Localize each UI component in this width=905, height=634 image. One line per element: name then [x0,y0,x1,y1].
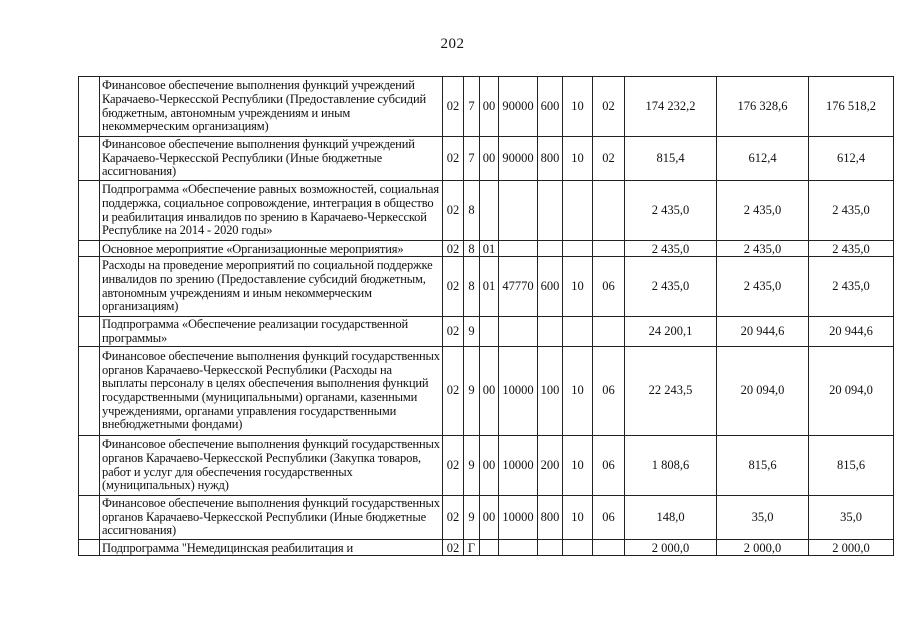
code-cell [538,317,563,347]
code-cell [593,181,625,241]
code-cell [563,181,593,241]
code-cell: 90000 [499,137,538,181]
amount-cell: 2 435,0 [717,181,809,241]
code-cell: Г [464,540,480,556]
amount-cell: 2 000,0 [717,540,809,556]
amount-cell: 20 094,0 [717,347,809,436]
code-cell [593,317,625,347]
amount-cell: 2 435,0 [717,241,809,257]
code-cell: 02 [443,137,464,181]
code-cell: 47770 [499,257,538,317]
table-body [79,77,894,556]
code-cell: 06 [593,436,625,496]
code-cell: 7 [464,77,480,137]
code-cell [538,241,563,257]
code-cell: 10000 [499,347,538,436]
blank-cell [79,540,100,556]
table-row [79,241,894,257]
code-cell: 9 [464,496,480,540]
code-cell [563,317,593,347]
code-cell: 800 [538,137,563,181]
table-row [79,77,894,137]
code-cell: 02 [593,77,625,137]
amount-cell: 176 518,2 [809,77,894,137]
code-cell [593,241,625,257]
blank-cell [79,181,100,241]
code-cell: 600 [538,77,563,137]
code-cell: 01 [480,241,499,257]
code-cell [499,317,538,347]
amount-cell: 2 000,0 [625,540,717,556]
amount-cell: 612,4 [717,137,809,181]
code-cell [499,181,538,241]
code-cell [480,540,499,556]
code-cell: 8 [464,257,480,317]
code-cell: 10 [563,347,593,436]
code-cell: 00 [480,77,499,137]
code-cell: 01 [480,257,499,317]
amount-cell: 815,4 [625,137,717,181]
program-name-cell: Финансовое обеспечение выполнения функций государственных органов Карачаево-Черкесской Республики (Иные бюджетные ассигнования) [100,496,443,540]
blank-cell [79,241,100,257]
code-cell: 10000 [499,496,538,540]
code-cell [563,540,593,556]
table-row [79,436,894,496]
program-name-cell: Подпрограмма "Немедицинская реабилитация и [100,540,443,556]
code-cell: 00 [480,347,499,436]
blank-cell [79,137,100,181]
amount-cell: 20 944,6 [809,317,894,347]
blank-cell [79,77,100,137]
amount-cell: 2 435,0 [625,241,717,257]
code-cell: 10000 [499,436,538,496]
budget-table [78,76,894,556]
code-cell: 02 [443,317,464,347]
code-cell [499,241,538,257]
code-cell: 9 [464,436,480,496]
amount-cell: 2 435,0 [625,181,717,241]
code-cell: 8 [464,181,480,241]
program-name-cell: Основное мероприятие «Организационные мероприятия» [100,241,443,257]
code-cell: 02 [443,496,464,540]
code-cell: 06 [593,347,625,436]
code-cell: 10 [563,137,593,181]
table-row [79,347,894,436]
code-cell: 02 [443,436,464,496]
code-cell: 00 [480,496,499,540]
code-cell: 7 [464,137,480,181]
code-cell: 90000 [499,77,538,137]
amount-cell: 22 243,5 [625,347,717,436]
code-cell [538,540,563,556]
program-name-cell: Подпрограмма «Обеспечение реализации государственной программы» [100,317,443,347]
amount-cell: 2 435,0 [809,181,894,241]
amount-cell: 20 944,6 [717,317,809,347]
table-row [79,257,894,317]
amount-cell: 2 435,0 [809,241,894,257]
code-cell: 06 [593,496,625,540]
amount-cell: 2 435,0 [717,257,809,317]
amount-cell: 815,6 [809,436,894,496]
code-cell: 9 [464,317,480,347]
program-name-cell: Расходы на проведение мероприятий по социальной поддержке инвалидов по зрению (Предоставление субсидий бюджетным, автономным учреждениям и иным некоммерческим организациям) [100,257,443,317]
code-cell: 10 [563,496,593,540]
code-cell [538,181,563,241]
code-cell [480,317,499,347]
code-cell [563,241,593,257]
program-name-cell: Подпрограмма «Обеспечение равных возможностей, социальная поддержка, социальное сопровождение, интеграция в общество и реабилитация инвалидов по зрению в Карачаево-Черкесской Республике на 2014 - 2020 годы» [100,181,443,241]
blank-cell [79,496,100,540]
code-cell: 02 [443,257,464,317]
code-cell: 02 [443,77,464,137]
program-name-cell: Финансовое обеспечение выполнения функций государственных органов Карачаево-Черкесской Республики (Закупка товаров, работ и услуг для обеспечения государственных (муниципальных) нужд) [100,436,443,496]
code-cell: 02 [443,241,464,257]
blank-cell [79,257,100,317]
table-row [79,181,894,241]
code-cell [499,540,538,556]
code-cell: 02 [443,540,464,556]
code-cell: 00 [480,137,499,181]
table-row [79,540,894,556]
code-cell: 02 [443,347,464,436]
code-cell [480,181,499,241]
code-cell: 10 [563,436,593,496]
amount-cell: 2 000,0 [809,540,894,556]
program-name-cell: Финансовое обеспечение выполнения функций учреждений Карачаево-Черкесской Республики (Иные бюджетные ассигнования) [100,137,443,181]
code-cell: 10 [563,257,593,317]
code-cell: 02 [593,137,625,181]
amount-cell: 176 328,6 [717,77,809,137]
code-cell: 8 [464,241,480,257]
code-cell: 600 [538,257,563,317]
amount-cell: 1 808,6 [625,436,717,496]
code-cell [593,540,625,556]
code-cell: 200 [538,436,563,496]
amount-cell: 20 094,0 [809,347,894,436]
table-row [79,496,894,540]
code-cell: 9 [464,347,480,436]
blank-cell [79,317,100,347]
amount-cell: 815,6 [717,436,809,496]
program-name-cell: Финансовое обеспечение выполнения функций государственных органов Карачаево-Черкесской Республики (Расходы на выплаты персоналу в целях обеспечения выполнения функций государственными (муниципальными) органами, казенными учреждениями, органами управления государственными внебюджетными фондами) [100,347,443,436]
amount-cell: 2 435,0 [809,257,894,317]
program-name-cell: Финансовое обеспечение выполнения функций учреждений Карачаево-Черкесской Республики (Предоставление субсидий бюджетным, автономным учреждениям и иным некоммерческим организациям) [100,77,443,137]
amount-cell: 35,0 [717,496,809,540]
blank-cell [79,436,100,496]
code-cell: 800 [538,496,563,540]
blank-cell [79,347,100,436]
amount-cell: 174 232,2 [625,77,717,137]
amount-cell: 35,0 [809,496,894,540]
amount-cell: 24 200,1 [625,317,717,347]
code-cell: 100 [538,347,563,436]
amount-cell: 148,0 [625,496,717,540]
table-row [79,137,894,181]
code-cell: 00 [480,436,499,496]
code-cell: 10 [563,77,593,137]
code-cell: 06 [593,257,625,317]
code-cell: 02 [443,181,464,241]
amount-cell: 2 435,0 [625,257,717,317]
page-number: 202 [440,36,465,52]
amount-cell: 612,4 [809,137,894,181]
table-row [79,317,894,347]
